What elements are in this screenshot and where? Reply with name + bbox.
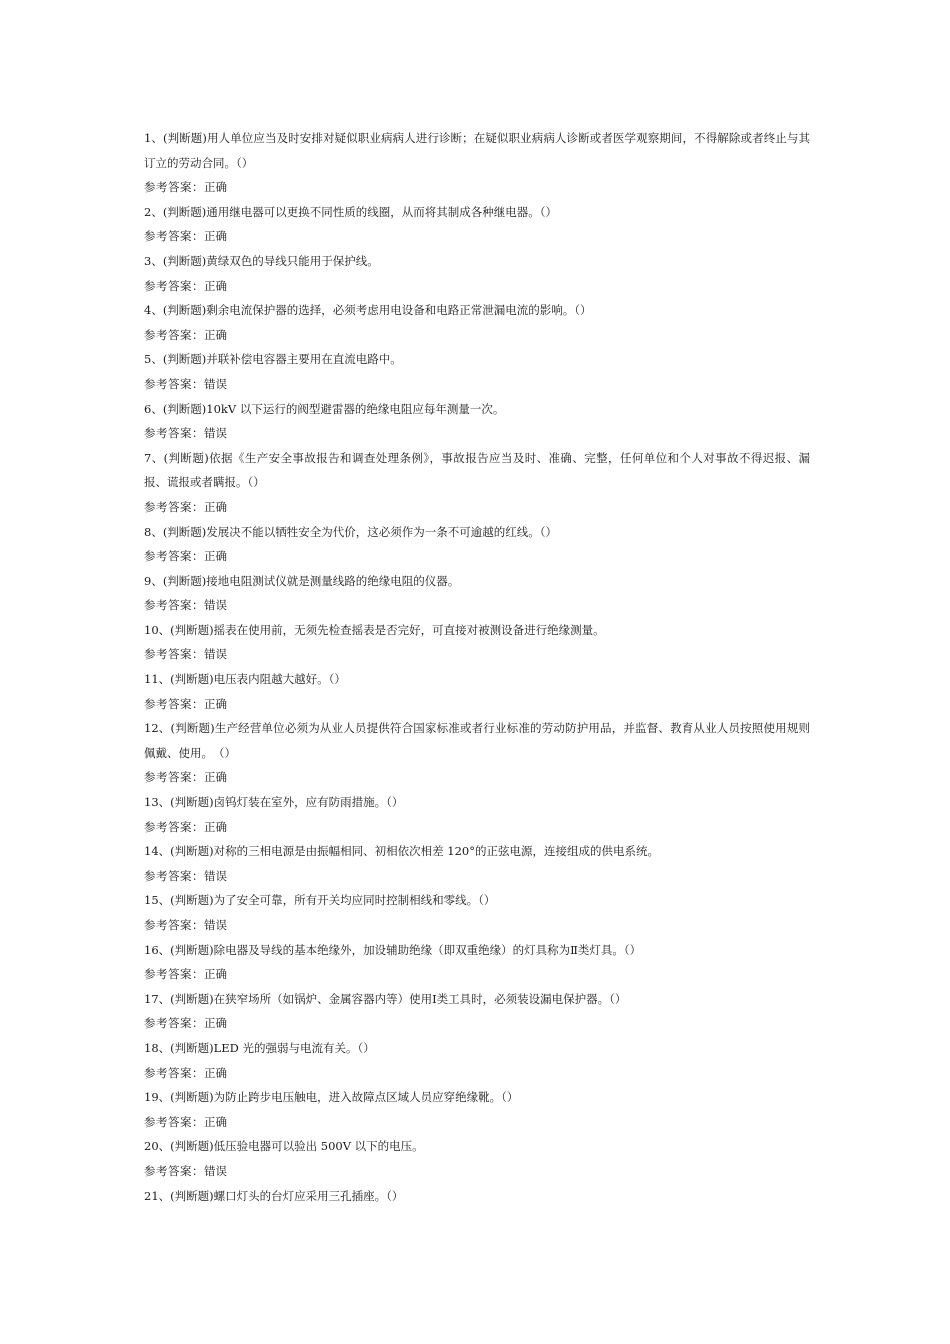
answer-line	[144, 224, 810, 249]
question-text: 10、(判断题)摇表在使用前，无须先检查摇表是否完好，可直接对被测设备进行绝缘测量。	[144, 622, 605, 637]
question-text: 19、(判断题)为防止跨步电压触电，进入故障点区域人员应穿绝缘靴。（）	[144, 1090, 519, 1105]
answer-value: 正确	[204, 180, 227, 195]
answer-label: 参考答案：	[144, 1163, 204, 1178]
question-text: 2、(判断题)通用继电器可以更换不同性质的线圈，从而将其制成各种继电器。（）	[144, 204, 558, 219]
answer-label: 参考答案：	[144, 376, 204, 391]
answer-value: 正确	[204, 278, 227, 293]
answer-value: 正确	[204, 967, 227, 982]
answer-label: 参考答案：	[144, 1016, 204, 1031]
question-text: 20、(判断题)低压验电器可以验出 500V 以下的电压。	[144, 1139, 424, 1154]
question-text: 3、(判断题)黄绿双色的导线只能用于保护线。	[144, 253, 379, 268]
answer-value: 错误	[204, 426, 227, 441]
answer-line	[144, 495, 810, 520]
question-text: 16、(判断题)除电器及导线的基本绝缘外，加设辅助绝缘（即双重绝缘）的灯具称为Ⅱ类灯具。（）	[144, 942, 642, 957]
question-list	[144, 126, 810, 1208]
answer-line	[144, 274, 810, 299]
answer-value: 正确	[204, 770, 227, 785]
answer-line	[144, 1061, 810, 1086]
question-text: 18、(判断题)LED 光的强弱与电流有关。（）	[144, 1040, 375, 1055]
answer-value: 正确	[204, 696, 227, 711]
answer-value: 正确	[204, 819, 227, 834]
answer-value: 错误	[204, 376, 227, 391]
answer-line	[144, 372, 810, 397]
answer-label: 参考答案：	[144, 819, 204, 834]
question-text: 12、(判断题)生产经营单位必须为从业人员提供符合国家标准或者行业标准的劳动防护用品，并监督、教育从业人员按照使用规则佩戴、使用。 （）	[144, 721, 810, 760]
question-text: 1、(判断题)用人单位应当及时安排对疑似职业病病人进行诊断；在疑似职业病病人诊断或者医学观察期间，不得解除或者终止与其订立的劳动合同。（）	[144, 131, 810, 170]
answer-value: 正确	[204, 1114, 227, 1129]
answer-value: 正确	[204, 327, 227, 342]
answer-value: 错误	[204, 598, 227, 613]
answer-label: 参考答案：	[144, 647, 204, 662]
answer-label: 参考答案：	[144, 1065, 204, 1080]
answer-label: 参考答案：	[144, 327, 204, 342]
answer-label: 参考答案：	[144, 229, 204, 244]
question-text: 13、(判断题)卤钨灯装在室外，应有防雨措施。（）	[144, 795, 404, 810]
answer-line	[144, 1159, 810, 1184]
answer-label: 参考答案：	[144, 1114, 204, 1129]
answer-line	[144, 175, 810, 200]
answer-label: 参考答案：	[144, 967, 204, 982]
answer-line	[144, 864, 810, 889]
answer-label: 参考答案：	[144, 278, 204, 293]
question-text: 17、(判断题)在狭窄场所（如锅炉、金属容器内等）使用Ⅰ类工具时，必须装设漏电保护器。（）	[144, 991, 627, 1006]
answer-line	[144, 962, 810, 987]
answer-label: 参考答案：	[144, 918, 204, 932]
answer-label: 参考答案：	[144, 770, 204, 785]
answer-value: 错误	[204, 1163, 227, 1178]
answer-line	[144, 323, 810, 348]
answer-line	[144, 642, 810, 667]
question-text: 7、(判断题)依据《生产安全事故报告和调查处理条例》，事故报告应当及时、准确、完整，任何单位和个人对事故不得迟报、漏报、谎报或者瞒报。（）	[144, 450, 810, 490]
question-text: 21、(判断题)螺口灯头的台灯应采用三孔插座。（）	[144, 1188, 404, 1203]
answer-value: 正确	[204, 499, 227, 514]
answer-label: 参考答案：	[144, 598, 204, 613]
question-text: 11、(判断题)电压表内阻越大越好。（）	[144, 672, 346, 687]
answer-value: 错误	[204, 918, 227, 932]
answer-value: 正确	[204, 1016, 227, 1031]
question-text: 9、(判断题)接地电阻测试仪就是测量线路的绝缘电阻的仪器。	[144, 573, 460, 588]
answer-value: 错误	[204, 647, 227, 662]
answer-value: 错误	[204, 868, 227, 883]
answer-label: 参考答案：	[144, 868, 204, 883]
answer-label: 参考答案：	[144, 499, 204, 514]
question-text: 14、(判断题)对称的三相电源是由振幅相同、初相依次相差 120°的正弦电源，连接组成的供电系统。	[144, 844, 659, 859]
question-text: 6、(判断题)10kV 以下运行的阀型避雷器的绝缘电阻应每年测量一次。	[144, 401, 505, 416]
answer-line	[144, 692, 810, 717]
answer-value: 正确	[204, 229, 227, 244]
answer-value: 正确	[204, 1065, 227, 1080]
answer-line	[144, 765, 810, 790]
answer-line	[144, 544, 810, 569]
answer-line	[144, 593, 810, 618]
question-text: 5、(判断题)并联补偿电容器主要用在直流电路中。	[144, 352, 402, 367]
answer-line	[144, 1011, 810, 1036]
question-text: 4、(判断题)剩余电流保护器的选择，必须考虑用电设备和电路正常泄漏电流的影响。（）	[144, 303, 592, 318]
answer-line	[144, 421, 810, 446]
question-text: 15、(判断题)为了安全可靠，所有开关均应同时控制相线和零线。（）	[144, 893, 496, 908]
answer-line	[144, 815, 810, 840]
answer-value: 正确	[204, 549, 227, 564]
answer-label: 参考答案：	[144, 426, 204, 441]
question-text: 8、(判断题)发展决不能以牺牲安全为代价，这必须作为一条不可逾越的红线。（）	[144, 524, 558, 539]
answer-label: 参考答案：	[144, 696, 204, 711]
answer-line	[144, 913, 810, 938]
answer-line	[144, 1110, 810, 1135]
answer-label: 参考答案：	[144, 549, 204, 564]
answer-label: 参考答案：	[144, 180, 204, 195]
